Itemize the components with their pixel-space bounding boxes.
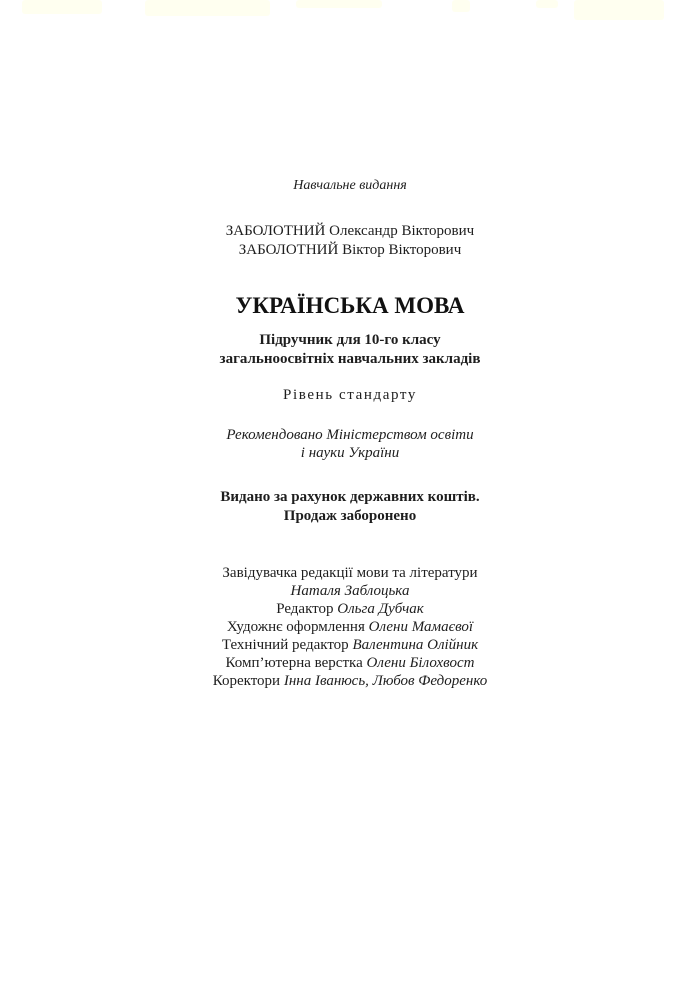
credit-name: Наталя Заблоцька — [290, 583, 410, 599]
recommendation-line: Рекомендовано Міністерством освіти — [226, 427, 474, 443]
scan-artifact — [296, 0, 382, 8]
author-name: ЗАБОЛОТНИЙ Олександр Вікторович — [225, 223, 475, 239]
credit-role: Редактор — [276, 601, 334, 617]
credit-line — [0, 638, 700, 653]
credit-role: Технічний редактор — [221, 637, 349, 653]
credit-line — [0, 656, 700, 671]
credit-line — [0, 584, 700, 599]
credit-name: Інна Іванюсь, Любов Федоренко — [283, 673, 488, 689]
funding-line: Видано за рахунок державних коштів. — [220, 489, 480, 505]
scan-artifact — [145, 0, 270, 16]
credit-name: Ольга Дубчак — [337, 601, 424, 617]
scan-artifact — [536, 0, 558, 8]
book-title: УКРАЇНСЬКА МОВА — [235, 293, 465, 318]
recommendation-line: і науки України — [300, 445, 400, 461]
credit-line — [0, 674, 700, 689]
credit-role: Художнє оформлення — [226, 619, 365, 635]
credit-role: Завідувачка редакції мови та літератури — [222, 565, 478, 581]
credit-name: Олени Мамаєвої — [368, 619, 474, 635]
scan-artifact — [574, 0, 664, 20]
subtitle-line: загальноосвітніх навчальних закладів — [219, 351, 481, 367]
credit-line — [0, 566, 700, 581]
author-name: ЗАБОЛОТНИЙ Віктор Вікторович — [238, 242, 462, 258]
credit-line — [0, 620, 700, 635]
credit-name: Валентина Олійник — [352, 637, 479, 653]
edition-type: Навчальне видання — [293, 178, 407, 193]
credit-role: Комп’ютерна верстка — [225, 655, 363, 671]
funding-line: Продаж заборонено — [283, 508, 417, 524]
scan-artifact — [22, 0, 102, 14]
subtitle-line: Підручник для 10-го класу — [259, 332, 441, 348]
credit-line — [0, 602, 700, 617]
credit-role: Коректори — [212, 673, 281, 689]
credit-name: Олени Білохвост — [366, 655, 475, 671]
level-label: Рівень стандарту — [283, 387, 417, 403]
scan-artifact — [452, 0, 470, 12]
